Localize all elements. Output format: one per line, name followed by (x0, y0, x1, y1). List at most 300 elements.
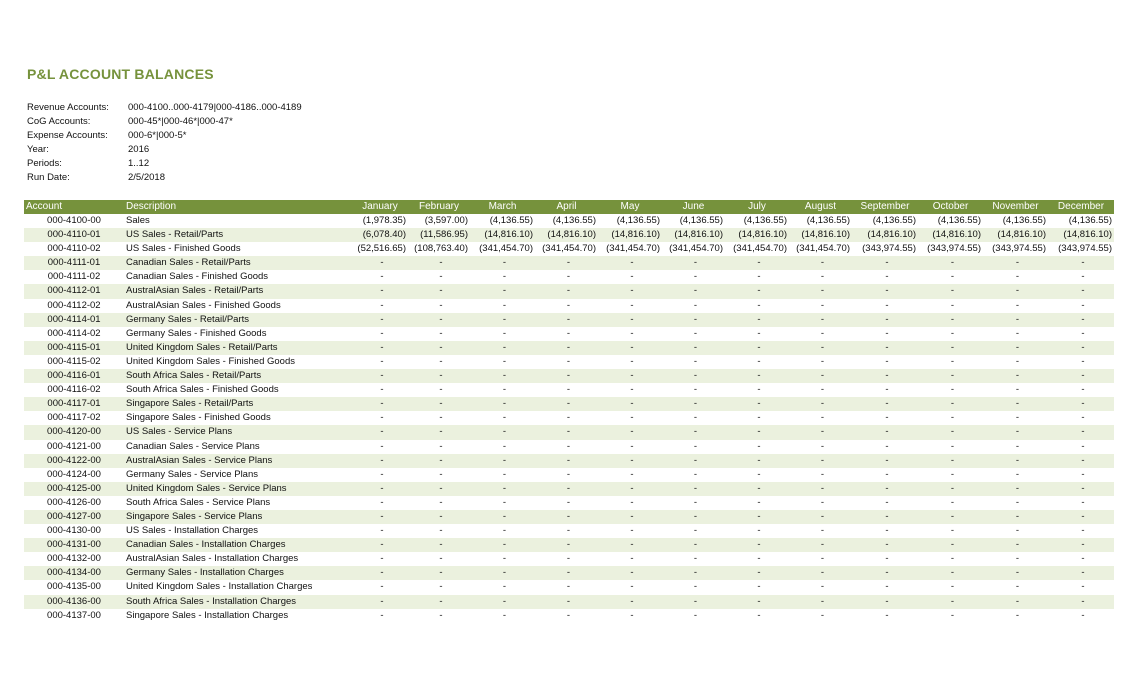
balance-cell: (343,974.55) (862, 243, 916, 255)
balance-cell: - (662, 454, 725, 468)
balance-cell: - (820, 412, 825, 424)
balance-cell: - (1081, 609, 1085, 621)
balance-cell: - (885, 327, 889, 339)
balance-cell: - (380, 299, 384, 311)
balance-cell: - (439, 355, 443, 367)
description-cell: US Sales - Installation Charges (126, 525, 259, 537)
balance-cell: - (1015, 496, 1020, 508)
balance-cell: - (918, 313, 983, 327)
balance-cell: - (598, 595, 662, 609)
balance-cell: - (983, 313, 1048, 327)
balance-cell: - (630, 609, 634, 621)
balance-cell: - (789, 313, 852, 327)
balance-cell: - (1048, 397, 1114, 411)
balance-cell: - (470, 284, 535, 298)
balance-cell: - (380, 525, 384, 537)
table-row (24, 496, 1114, 510)
account-cell: 000-4130-00 (47, 525, 101, 537)
balance-cell: - (566, 581, 571, 593)
account-cell: 000-4100-00 (47, 215, 101, 226)
balance-cell: - (439, 440, 443, 452)
description-cell: South Africa Sales - Service Plans (126, 496, 271, 508)
balance-cell: - (535, 595, 598, 609)
balance-cell: - (885, 299, 889, 311)
balance-cell: - (1081, 525, 1085, 537)
balance-cell: - (352, 256, 408, 270)
description-cell: Germany Sales - Installation Charges (124, 566, 352, 580)
balance-cell: - (789, 341, 852, 355)
balance-cell: - (983, 482, 1048, 496)
table-row (24, 313, 1114, 327)
balance-cell: - (918, 256, 983, 270)
balance-cell: - (983, 284, 1048, 298)
balance-cell: - (408, 510, 470, 524)
column-header-november: November (983, 200, 1048, 214)
balance-cell: - (918, 284, 983, 298)
balance-cell: - (757, 525, 761, 537)
description-cell: Canadian Sales - Service Plans (126, 440, 260, 452)
balance-cell: - (1015, 327, 1020, 339)
balance-cell: - (566, 609, 571, 621)
balance-cell: - (1015, 384, 1020, 396)
balance-cell: - (789, 425, 852, 439)
balance-cell: - (598, 341, 662, 355)
balance-cell: - (693, 525, 698, 537)
balance-cell: - (918, 538, 983, 552)
balance-cell: - (662, 397, 725, 411)
balance-cell: - (950, 581, 955, 593)
balance-cell: - (789, 256, 852, 270)
parameter-value: 2/5/2018 (128, 172, 165, 184)
balance-cell: - (1048, 425, 1114, 439)
balance-cell: (4,136.55) (1002, 215, 1046, 226)
balance-cell: - (662, 369, 725, 383)
account-cell: 000-4121-00 (47, 440, 101, 452)
balance-cell: - (1081, 271, 1085, 283)
balance-cell: (4,136.55) (489, 215, 533, 226)
balance-cell: - (598, 313, 662, 327)
balance-cell: - (693, 581, 698, 593)
balance-cell: - (1015, 468, 1020, 480)
description-cell: Singapore Sales - Retail/Parts (124, 397, 352, 411)
parameter-value: 000-6*|000-5* (128, 130, 187, 142)
balance-cell: (14,816.10) (918, 228, 983, 242)
balance-cell: - (470, 510, 535, 524)
balance-cell: - (502, 468, 507, 480)
balance-cell: - (852, 341, 918, 355)
balance-cell: - (408, 425, 470, 439)
balance-cell: - (757, 609, 761, 621)
balance-cell: - (352, 369, 408, 383)
balance-cell: - (1081, 553, 1085, 565)
account-cell: 000-4132-00 (47, 553, 101, 565)
balance-cell: - (1081, 384, 1085, 396)
table-row (24, 482, 1114, 496)
balance-cell: - (380, 496, 384, 508)
balance-cell: - (983, 454, 1048, 468)
balance-cell: - (630, 384, 634, 396)
balance-cell: - (852, 454, 918, 468)
balance-cell: - (598, 510, 662, 524)
balance-cell: - (1048, 595, 1114, 609)
parameter-label: CoG Accounts: (27, 116, 91, 128)
balance-cell: - (1048, 284, 1114, 298)
balance-cell: - (820, 609, 825, 621)
balance-cell: (14,816.10) (662, 228, 725, 242)
description-cell: US Sales - Retail/Parts (124, 228, 352, 242)
balance-cell: - (852, 595, 918, 609)
balance-cell: - (535, 313, 598, 327)
balance-cell: - (1015, 525, 1020, 537)
balance-cell: - (662, 566, 725, 580)
balance-cell: - (470, 313, 535, 327)
table-row (24, 242, 1114, 256)
balance-cell: (341,454.70) (479, 243, 533, 255)
account-cell: 000-4112-01 (24, 284, 124, 298)
balance-cell: - (439, 525, 443, 537)
balance-cell: (341,454.70) (796, 243, 850, 255)
balance-cell: - (662, 482, 725, 496)
balance-cell: - (380, 440, 384, 452)
balance-cell: - (852, 369, 918, 383)
balance-cell: - (352, 341, 408, 355)
balance-cell: - (820, 271, 825, 283)
description-cell: Sales (126, 215, 150, 226)
description-cell: United Kingdom Sales - Installation Charges (126, 581, 313, 593)
balance-cell: - (820, 553, 825, 565)
balance-cell: - (598, 369, 662, 383)
balance-cell: (14,816.10) (598, 228, 662, 242)
parameter-label: Revenue Accounts: (27, 102, 109, 113)
balance-cell: - (852, 256, 918, 270)
column-header-july: July (725, 200, 789, 214)
table-row (24, 468, 1114, 482)
parameter-row (27, 129, 302, 143)
balance-cell: - (535, 256, 598, 270)
table-row (24, 341, 1114, 355)
balance-cell: - (789, 284, 852, 298)
parameter-label: Periods: (27, 158, 62, 170)
balance-cell: - (408, 256, 470, 270)
balance-cell: - (662, 256, 725, 270)
account-cell: 000-4125-00 (24, 482, 124, 496)
balance-cell: - (439, 553, 443, 565)
balance-cell: - (757, 412, 761, 424)
balance-cell: - (757, 440, 761, 452)
account-cell: 000-4120-00 (24, 425, 124, 439)
balance-cell: - (662, 595, 725, 609)
balance-cell: (1,978.35) (362, 215, 406, 226)
balance-cell: - (630, 440, 634, 452)
description-cell: South Africa Sales - Installation Charges (124, 595, 352, 609)
balance-cell: - (757, 581, 761, 593)
balance-cell: - (693, 496, 698, 508)
balance-cell: - (757, 271, 761, 283)
balance-cell: - (470, 341, 535, 355)
account-cell: 000-4112-02 (47, 299, 101, 311)
table-row (24, 397, 1114, 411)
balance-cell: - (757, 299, 761, 311)
balance-cell: (14,816.10) (470, 228, 535, 242)
column-header-august: August (789, 200, 852, 214)
report-title: P&L ACCOUNT BALANCES (27, 66, 214, 82)
column-header-february: February (408, 200, 470, 214)
balance-cell: - (852, 510, 918, 524)
balance-cell: - (725, 397, 789, 411)
table-header-row (24, 200, 1114, 214)
balance-cell: - (950, 271, 955, 283)
balance-cell: - (352, 510, 408, 524)
description-cell: South Africa Sales - Finished Goods (126, 384, 279, 396)
balance-cell: - (983, 256, 1048, 270)
column-header-march: March (470, 200, 535, 214)
balance-cell: - (725, 425, 789, 439)
balance-cell: - (566, 271, 571, 283)
balance-cell: - (693, 327, 698, 339)
description-cell: United Kingdom Sales - Finished Goods (126, 355, 295, 367)
balance-cell: - (1048, 538, 1114, 552)
balance-cell: - (983, 425, 1048, 439)
balance-cell: - (757, 496, 761, 508)
table-row (24, 284, 1114, 298)
balance-cell: - (885, 384, 889, 396)
balance-cell: - (1048, 482, 1114, 496)
balance-cell: - (725, 313, 789, 327)
balance-cell: - (598, 566, 662, 580)
account-cell: 000-4116-01 (24, 369, 124, 383)
balance-cell: (4,136.55) (679, 215, 723, 226)
balance-cell: - (630, 468, 634, 480)
balance-cell: - (918, 341, 983, 355)
balance-cell: (341,454.70) (669, 243, 723, 255)
balances-table (24, 200, 1114, 623)
balance-cell: - (408, 284, 470, 298)
account-cell: 000-4137-00 (47, 609, 101, 621)
balance-cell: - (725, 256, 789, 270)
balance-cell: - (1048, 341, 1114, 355)
balance-cell: (4,136.55) (743, 215, 787, 226)
balance-cell: - (470, 538, 535, 552)
balance-cell: - (757, 468, 761, 480)
balance-cell: - (598, 256, 662, 270)
balance-cell: - (820, 327, 825, 339)
balance-cell: - (725, 341, 789, 355)
balance-cell: (4,136.55) (616, 215, 660, 226)
description-cell: AustralAsian Sales - Finished Goods (126, 299, 281, 311)
balance-cell: - (725, 454, 789, 468)
balance-cell: - (820, 468, 825, 480)
balance-cell: - (566, 468, 571, 480)
balance-cell: - (470, 397, 535, 411)
balance-cell: - (918, 566, 983, 580)
balance-cell: - (820, 525, 825, 537)
table-row (24, 510, 1114, 524)
balance-cell: (343,974.55) (927, 243, 981, 255)
balance-cell: - (1048, 256, 1114, 270)
balance-cell: - (566, 553, 571, 565)
balance-cell: - (630, 271, 634, 283)
balance-cell: - (662, 510, 725, 524)
balance-cell: - (885, 525, 889, 537)
balance-cell: - (1015, 299, 1020, 311)
description-cell: South Africa Sales - Retail/Parts (124, 369, 352, 383)
balance-cell: - (918, 595, 983, 609)
balance-cell: - (1081, 299, 1085, 311)
balance-cell: - (535, 284, 598, 298)
balance-cell: - (820, 440, 825, 452)
balance-cell: - (408, 369, 470, 383)
balance-cell: - (380, 355, 384, 367)
account-cell: 000-4115-02 (47, 355, 101, 367)
account-cell: 000-4122-00 (24, 454, 124, 468)
balance-cell: - (380, 609, 384, 621)
balance-cell: - (1015, 553, 1020, 565)
column-header-may: May (598, 200, 662, 214)
balance-cell: - (535, 482, 598, 496)
balance-cell: - (470, 454, 535, 468)
balance-cell: - (1015, 271, 1020, 283)
balance-cell: - (502, 355, 507, 367)
balance-cell: - (852, 313, 918, 327)
account-cell: 000-4114-01 (24, 313, 124, 327)
balance-cell: (341,454.70) (606, 243, 660, 255)
balance-cell: - (470, 482, 535, 496)
balance-cell: - (725, 482, 789, 496)
balance-cell: - (983, 595, 1048, 609)
balance-cell: (341,454.70) (733, 243, 787, 255)
balance-cell: - (693, 412, 698, 424)
balance-cell: - (885, 355, 889, 367)
balance-cell: - (1081, 440, 1085, 452)
table-row (24, 369, 1114, 383)
account-cell: 000-4126-00 (47, 496, 101, 508)
balance-cell: - (918, 454, 983, 468)
balance-cell: - (502, 412, 507, 424)
balance-cell: - (885, 468, 889, 480)
balance-cell: (4,136.55) (1068, 215, 1112, 226)
balance-cell: - (630, 299, 634, 311)
table-row (24, 383, 1114, 397)
balance-cell: - (693, 271, 698, 283)
balance-cell: - (470, 256, 535, 270)
balance-cell: - (352, 425, 408, 439)
balance-cell: - (380, 327, 384, 339)
balance-cell: - (918, 369, 983, 383)
balance-cell: - (352, 595, 408, 609)
balance-cell: - (502, 384, 507, 396)
account-cell: 000-4131-00 (24, 538, 124, 552)
balance-cell: - (885, 496, 889, 508)
balance-cell: - (693, 468, 698, 480)
balance-cell: - (983, 341, 1048, 355)
balance-cell: - (352, 284, 408, 298)
balance-cell: (14,816.10) (535, 228, 598, 242)
column-header-december: December (1048, 200, 1114, 214)
balance-cell: - (693, 609, 698, 621)
balance-cell: - (566, 440, 571, 452)
balance-cell: - (950, 384, 955, 396)
parameter-value: 000-4100..000-4179|000-4186..000-4189 (128, 102, 302, 113)
balance-cell: - (918, 510, 983, 524)
balance-cell: - (408, 482, 470, 496)
balance-cell: - (502, 609, 507, 621)
balance-cell: - (852, 482, 918, 496)
balance-cell: - (1048, 510, 1114, 524)
balance-cell: - (950, 355, 955, 367)
table-row (24, 214, 1114, 228)
balance-cell: - (693, 299, 698, 311)
balance-cell: - (983, 510, 1048, 524)
description-cell: AustralAsian Sales - Retail/Parts (124, 284, 352, 298)
balance-cell: - (918, 425, 983, 439)
balance-cell: - (598, 397, 662, 411)
balance-cell: - (693, 355, 698, 367)
balance-cell: - (352, 397, 408, 411)
balance-cell: - (757, 384, 761, 396)
account-cell: 000-4116-02 (47, 384, 101, 396)
balance-cell: - (852, 538, 918, 552)
balance-cell: - (535, 510, 598, 524)
description-cell: AustralAsian Sales - Installation Charges (126, 553, 299, 565)
table-row (24, 411, 1114, 425)
balance-cell: - (789, 369, 852, 383)
balance-cell: - (1015, 609, 1020, 621)
column-header-account: Account (24, 200, 124, 214)
balance-cell: - (725, 284, 789, 298)
balance-cell: - (693, 384, 698, 396)
balance-cell: (4,136.55) (937, 215, 981, 226)
balance-cell: - (725, 369, 789, 383)
balance-cell: - (1081, 581, 1085, 593)
column-header-january: January (352, 200, 408, 214)
balance-cell: - (693, 440, 698, 452)
table-row (24, 538, 1114, 552)
description-cell: Canadian Sales - Finished Goods (126, 271, 269, 283)
balance-cell: - (408, 595, 470, 609)
balance-cell: - (983, 538, 1048, 552)
balance-cell: - (1015, 412, 1020, 424)
balance-cell: - (630, 496, 634, 508)
balance-cell: - (725, 566, 789, 580)
balance-cell: - (950, 440, 955, 452)
balance-cell: - (1048, 454, 1114, 468)
balance-cell: - (502, 525, 507, 537)
balance-cell: (343,974.55) (1058, 243, 1112, 255)
balance-cell: - (352, 313, 408, 327)
balance-cell: - (789, 397, 852, 411)
table-row (24, 299, 1114, 313)
balance-cell: - (950, 468, 955, 480)
table-row (24, 580, 1114, 594)
description-cell: Canadian Sales - Retail/Parts (124, 256, 352, 270)
balance-cell: - (502, 327, 507, 339)
description-cell: AustralAsian Sales - Service Plans (124, 454, 352, 468)
balance-cell: (343,974.55) (992, 243, 1046, 255)
balance-cell: - (470, 566, 535, 580)
balance-cell: - (566, 327, 571, 339)
balance-cell: - (820, 355, 825, 367)
description-cell: Canadian Sales - Installation Charges (124, 538, 352, 552)
table-row (24, 454, 1114, 468)
balance-cell: (341,454.70) (542, 243, 596, 255)
balance-cell: - (566, 525, 571, 537)
description-cell: US Sales - Finished Goods (126, 243, 241, 255)
table-row (24, 270, 1114, 284)
balance-cell: - (662, 341, 725, 355)
balance-cell: (4,136.55) (806, 215, 850, 226)
description-cell: Germany Sales - Service Plans (126, 468, 258, 480)
balance-cell: - (950, 525, 955, 537)
